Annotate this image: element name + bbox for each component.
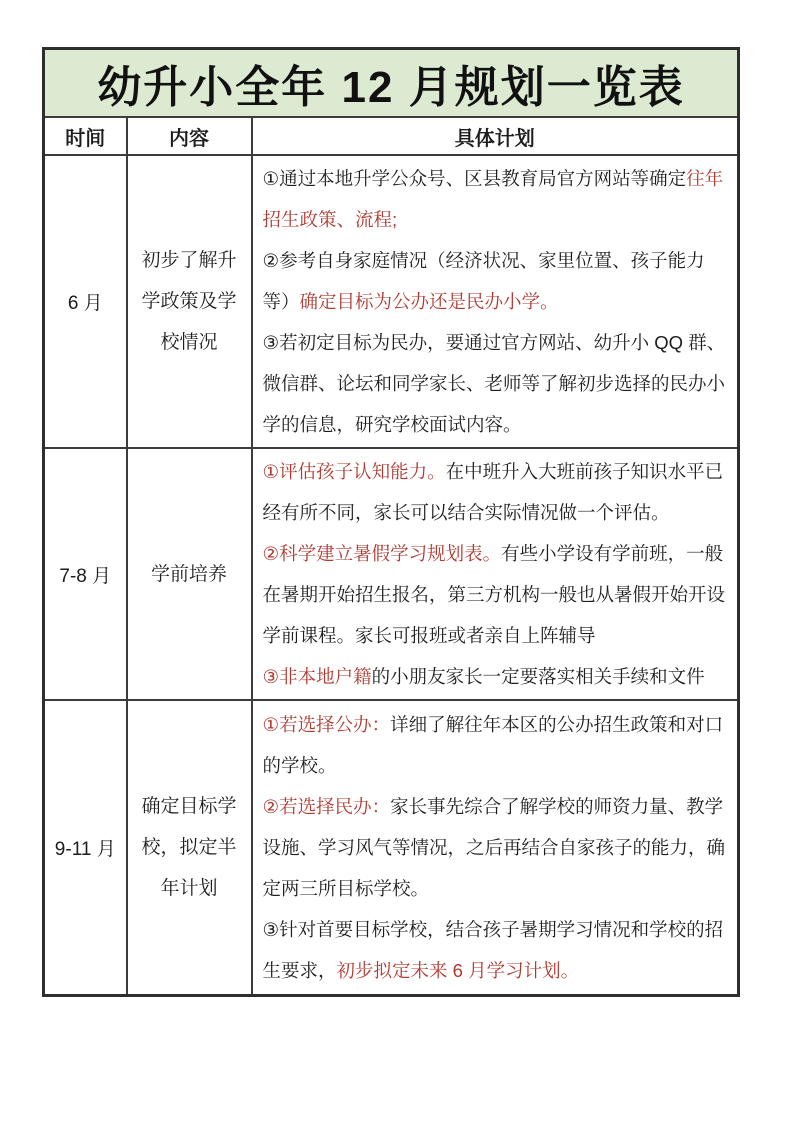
table-row [44, 155, 739, 448]
planning-table [42, 47, 740, 997]
highlight-red-text: ②科学建立暑假学习规划表。 [262, 543, 502, 564]
plan-text: ③若初定目标为民办，要通过官方网站、幼升小 QQ 群、微信群、论坛和同学家长、老师等了解初步选择的民办小学的信息，研究学校面试内容。 [262, 332, 726, 435]
plan-paragraph [263, 451, 730, 533]
highlight-red-text: ①若选择公办： [262, 713, 391, 735]
column-header-content: 内容 [127, 117, 252, 155]
time-cell: 7-8 月 [44, 448, 127, 700]
time-cell: 6 月 [44, 155, 127, 448]
highlight-red-text: ③非本地户籍 [262, 666, 372, 687]
plan-paragraph [263, 656, 730, 697]
highlight-red-text: ①评估孩子认知能力。 [262, 461, 446, 482]
table-body [44, 155, 739, 995]
content-cell: 确定目标学校，拟定半年计划 [127, 700, 252, 995]
plan-text: ③针对首要目标学校，结合孩子暑期学习情况和学校的招生要求， [262, 918, 724, 981]
column-header-plan: 具体计划 [252, 117, 739, 155]
page-title: 幼升小全年 12 月规划一览表 [44, 49, 739, 118]
table-row [44, 700, 739, 995]
plan-cell [252, 448, 739, 700]
table-row [44, 448, 739, 700]
plan-text: 的小朋友家长一定要落实相关手续和文件 [371, 666, 705, 687]
plan-text: 详细了解往年本区的公办招生政策和对口的学校。 [262, 713, 724, 776]
plan-paragraph [263, 704, 730, 786]
highlight-red-text: ②若选择民办： [262, 795, 391, 817]
highlight-red-text: 往年招生政策、流程; [262, 168, 724, 230]
highlight-red-text: 确定目标为公办还是民办小学。 [299, 291, 559, 312]
content-cell: 初步了解升学政策及学校情况 [127, 155, 252, 448]
content-cell: 学前培养 [127, 448, 252, 700]
plan-paragraph [263, 158, 730, 240]
plan-text: 有些小学设有学前班，一般在暑期开始招生报名，第三方机构一般也从暑假开始开设学前课程。家长可报班或者亲自上阵辅导 [262, 543, 726, 646]
plan-text: 家长事先综合了解学校的师资力量、教学设施、学习风气等情况，之后再结合自家孩子的能力，确定两三所目标学校。 [262, 795, 726, 899]
plan-paragraph [263, 909, 730, 991]
plan-text: 在中班升入大班前孩子知识水平已经有所不同，家长可以结合实际情况做一个评估。 [262, 461, 724, 523]
time-cell: 9-11 月 [44, 700, 127, 995]
plan-text: ①通过本地升学公众号、区县教育局官方网站等确定 [262, 168, 687, 189]
plan-paragraph [263, 786, 730, 909]
highlight-red-text: 初步拟定未来 6 月学习计划。 [336, 959, 580, 981]
plan-paragraph [263, 240, 730, 322]
plan-cell [252, 155, 739, 448]
plan-cell [252, 700, 739, 995]
plan-text: ②参考自身家庭情况（经济状况、家里位置、孩子能力等） [262, 250, 705, 312]
title-row [44, 49, 739, 118]
column-header-time: 时间 [44, 117, 127, 155]
header-row [44, 117, 739, 155]
plan-paragraph [263, 533, 730, 656]
plan-paragraph [263, 322, 730, 445]
